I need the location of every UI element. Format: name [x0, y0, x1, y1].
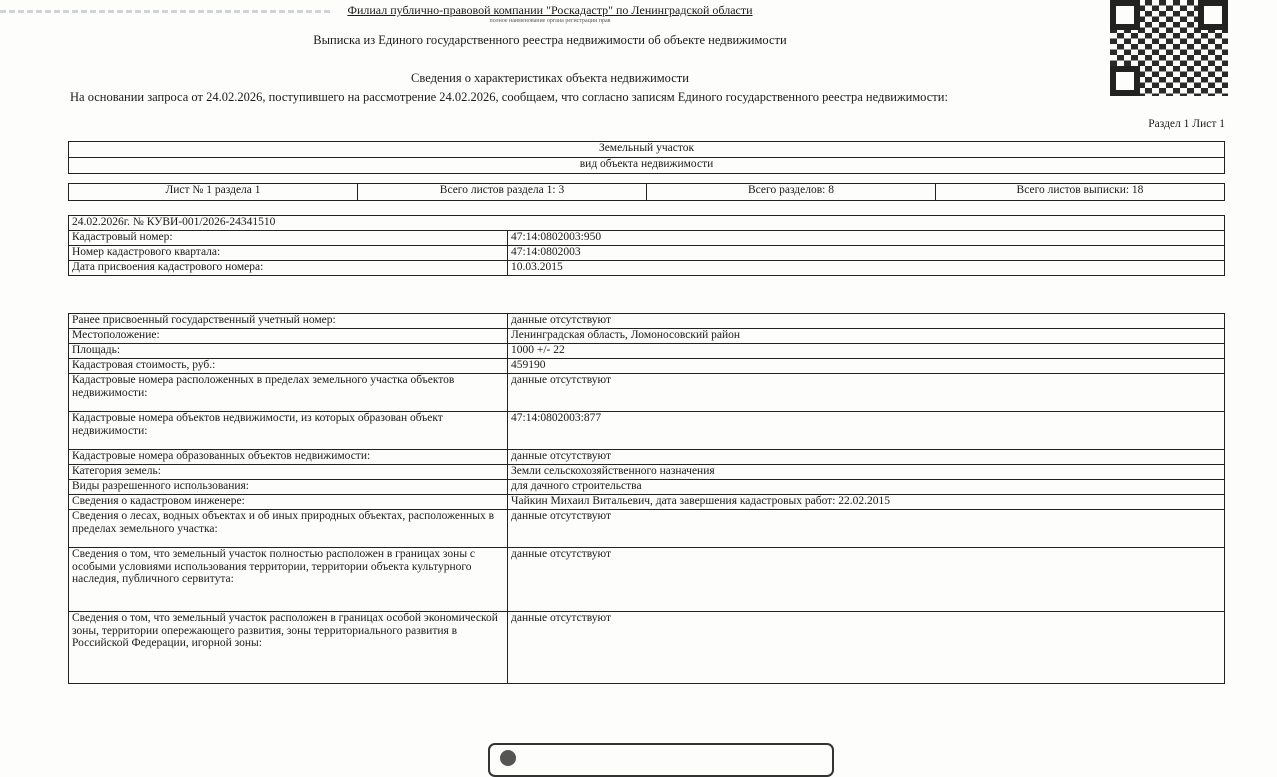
row-label: Кадастровые номера объектов недвижимости, из которых образован объект недвижимости:: [69, 412, 508, 450]
characteristics-table: [68, 313, 1225, 684]
table-row: [69, 412, 1225, 450]
row-label: Кадастровые номера образованных объектов недвижимости:: [69, 450, 508, 465]
row-value: 47:14:0802003: [508, 246, 1225, 261]
cadastral-id-table: [68, 215, 1225, 276]
section-title: Сведения о характеристиках объекта недвижимости: [411, 71, 689, 85]
organization-caption: полное наименование органа регистрации прав: [489, 18, 611, 24]
row-value: для дачного строительства: [508, 480, 1225, 495]
row-label: Кадастровая стоимость, руб.:: [69, 359, 508, 374]
document-title: Выписка из Единого государственного реестра недвижимости об объекте недвижимости: [313, 33, 787, 47]
row-value: 47:14:0802003:950: [508, 231, 1225, 246]
sheet-reference: Раздел 1 Лист 1: [1148, 118, 1225, 130]
table-row: [69, 246, 1225, 261]
organization-name: Филиал публично-правовой компании "Роскадастр" по Ленинградской области: [347, 3, 753, 17]
table-row: [69, 480, 1225, 495]
section-sheet-total: Всего листов раздела 1: 3: [358, 184, 647, 201]
row-value: данные отсутствуют: [508, 314, 1225, 329]
row-label: Категория земель:: [69, 465, 508, 480]
row-label: Номер кадастрового квартала:: [69, 246, 508, 261]
row-value: 10.03.2015: [508, 261, 1225, 276]
row-value: Ленинградская область, Ломоносовский район: [508, 329, 1225, 344]
row-label: Дата присвоения кадастрового номера:: [69, 261, 508, 276]
table-row: [69, 314, 1225, 329]
row-label: Сведения о том, что земельный участок расположен в границах особой экономической зоны, территории опережающего развития, зоны территориального развития в Российской Федерации, игорной зоны:: [69, 612, 508, 684]
table-row: [69, 548, 1225, 612]
row-label: Площадь:: [69, 344, 508, 359]
row-value: 459190: [508, 359, 1225, 374]
row-value: данные отсутствуют: [508, 612, 1225, 684]
table-row: [69, 510, 1225, 548]
table-row: [69, 450, 1225, 465]
row-value: данные отсутствуют: [508, 450, 1225, 465]
row-value: Земли сельскохозяйственного назначения: [508, 465, 1225, 480]
sections-total: Всего разделов: 8: [647, 184, 936, 201]
extract-sheet-total: Всего листов выписки: 18: [936, 184, 1225, 201]
qr-code-icon: [1110, 0, 1228, 96]
table-row: [69, 231, 1225, 246]
row-value: Чайкин Михаил Витальевич, дата завершения кадастровых работ: 22.02.2015: [508, 495, 1225, 510]
emblem-icon: [500, 750, 516, 766]
row-label: Сведения о том, что земельный участок полностью расположен в границах зоны с особыми условиями использования территории, территории объекта культурного наследия, публичного сервитута:: [69, 548, 508, 612]
document-number: 24.02.2026г. № КУВИ-001/2026-24341510: [69, 216, 1225, 231]
table-row: [69, 495, 1225, 510]
table-row: [69, 374, 1225, 412]
object-type-table: [68, 141, 1225, 174]
row-label: Сведения о кадастровом инженере:: [69, 495, 508, 510]
row-label: Местоположение:: [69, 329, 508, 344]
row-value: данные отсутствуют: [508, 548, 1225, 612]
electronic-signature-stamp: [488, 743, 834, 777]
table-row: [69, 329, 1225, 344]
table-row: [69, 344, 1225, 359]
row-label: Ранее присвоенный государственный учетный номер:: [69, 314, 508, 329]
row-value: данные отсутствуют: [508, 374, 1225, 412]
row-value: 1000 +/- 22: [508, 344, 1225, 359]
row-label: Кадастровый номер:: [69, 231, 508, 246]
table-row: [69, 359, 1225, 374]
sheet-number: Лист № 1 раздела 1: [69, 184, 358, 201]
sheet-count-table: [68, 183, 1225, 201]
row-label: Виды разрешенного использования:: [69, 480, 508, 495]
table-row: [69, 261, 1225, 276]
object-type-label: вид объекта недвижимости: [69, 158, 1225, 174]
row-value: 47:14:0802003:877: [508, 412, 1225, 450]
row-label: Сведения о лесах, водных объектах и об иных природных объектах, расположенных в пределах земельного участка:: [69, 510, 508, 548]
row-label: Кадастровые номера расположенных в пределах земельного участка объектов недвижимости:: [69, 374, 508, 412]
table-row: [69, 465, 1225, 480]
table-row: [69, 612, 1225, 684]
object-type: Земельный участок: [69, 142, 1225, 158]
row-value: данные отсутствуют: [508, 510, 1225, 548]
request-basis: На основании запроса от 24.02.2026, поступившего на рассмотрение 24.02.2026, сообщаем, что согласно записям Единого государственного реестра недвижимости:: [70, 90, 948, 104]
